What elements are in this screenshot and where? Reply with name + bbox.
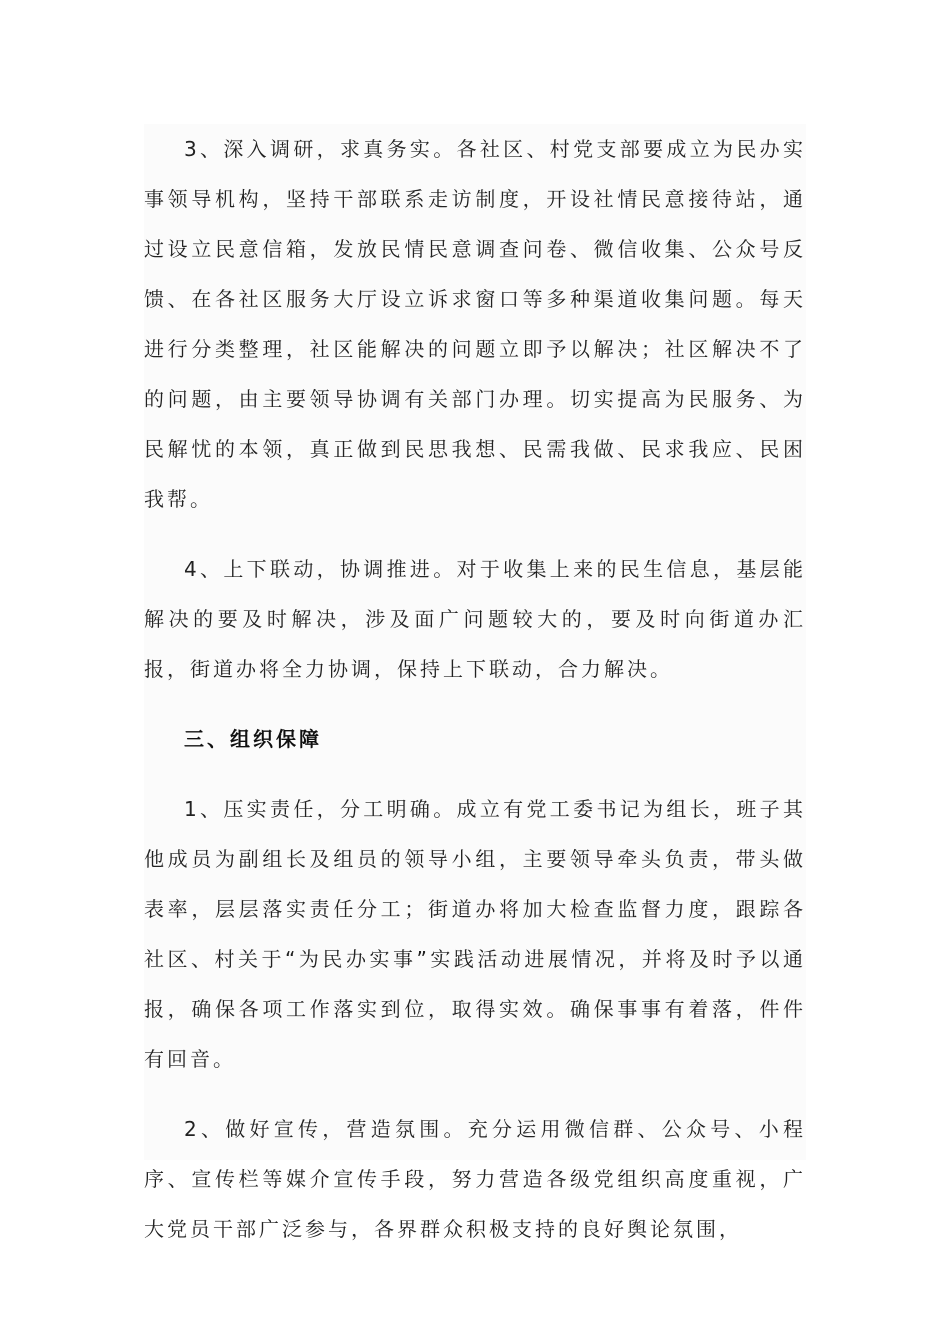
paragraph-coordination: 4、上下联动，协调推进。对于收集上来的民生信息，基层能解决的要及时解决，涉及面广问题较大的，要及时向街道办汇报，街道办将全力协调，保持上下联动，合力解决。 <box>144 557 806 681</box>
document-body <box>144 124 806 1241</box>
paragraph-deep-research: 3、深入调研，求真务实。各社区、村党支部要成立为民办实事领导机构，坚持干部联系走访制度，开设社情民意接待站，通过设立民意信箱，发放民情民意调查问卷、微信收集、公众号反馈、在各社区服务大厅设立诉求窗口等多种渠道收集问题。每天进行分类整理，社区能解决的问题立即予以解决；社区解决不了的问题，由主要领导协调有关部门办理。切实提高为民服务、为民解忧的本领，真正做到民思我想、民需我做、民求我应、民困我帮。 <box>144 137 806 511</box>
paragraph-publicity: 2、做好宣传，营造氛围。充分运用微信群、公众号、小程序、宣传栏等媒介宣传手段，努力营造各级党组织高度重视，广大党员干部广泛参与，各界群众积极支持的良好舆论氛围， <box>144 1117 806 1241</box>
section-heading-organization: 三、组织保障 <box>184 727 322 751</box>
paragraph-responsibility: 1、压实责任，分工明确。成立有党工委书记为组长，班子其他成员为副组长及组员的领导小组，主要领导牵头负责，带头做表率，层层落实责任分工；街道办将加大检查监督力度，跟踪各社区、村关于“为民办实事”实践活动进展情况，并将及时予以通报，确保各项工作落实到位，取得实效。确保事事有着落，件件有回音。 <box>144 797 806 1071</box>
